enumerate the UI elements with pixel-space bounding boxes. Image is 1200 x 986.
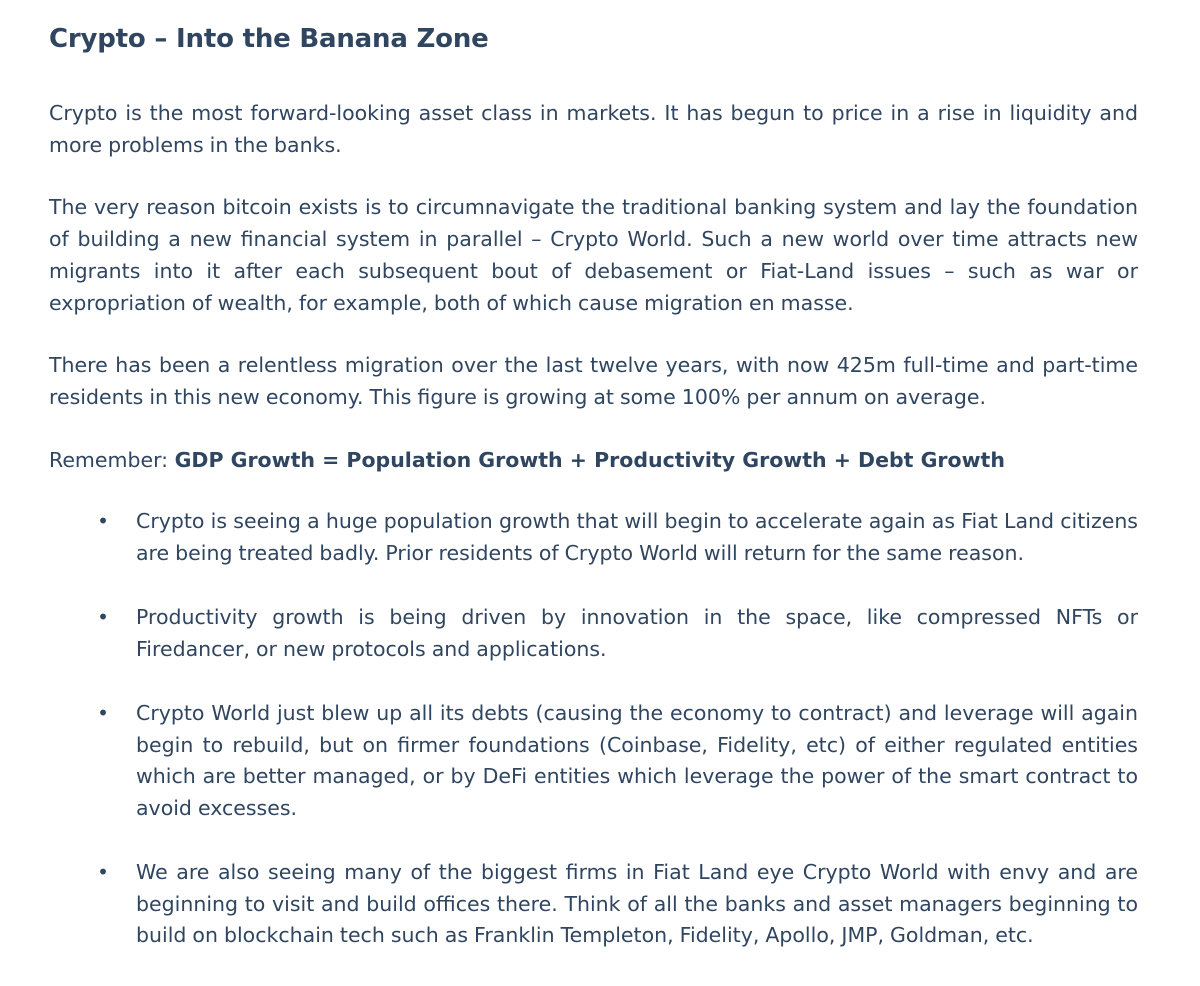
list-item (49, 602, 1138, 665)
document-title: Crypto – Into the Banana Zone (49, 24, 489, 54)
paragraph-bitcoin-reason: The very reason bitcoin exists is to circumnavigate the traditional banking system and lay the foundation of building a new financial system in parallel – Crypto World. Such a new world over time attracts new migrants into it after each subsequent bout of debasement or Fiat-Land issues – such as war or expropriation of wealth, for example, both of which cause migration en masse. (49, 195, 1138, 315)
bullet-text-debt: Crypto World just blew up all its debts (causing the economy to contract) and leverage will again begin to rebuild, but on firmer foundations (Coinbase, Fidelity, etc) of either regulated entities which are better managed, or by DeFi entities which leverage the power of the smart contract to avoid excesses. (136, 701, 1138, 820)
bullet-text-institutions: We are also seeing many of the biggest firms in Fiat Land eye Crypto World with envy and are beginning to visit and build offices there. Think of all the banks and asset managers beginning to build on blockchain tech such as Franklin Templeton, Fidelity, Apollo, JMP, Goldman, etc. (136, 860, 1138, 947)
paragraph-migration: There has been a relentless migration over the last twelve years, with now 425m full-time and part-time residents in this new economy. This figure is growing at some 100% per annum on average. (49, 353, 1138, 409)
paragraph-intro: Crypto is the most forward-looking asset class in markets. It has begun to price in a rise in liquidity and more problems in the banks. (49, 101, 1138, 157)
bullet-icon: • (97, 860, 109, 884)
list-item (49, 857, 1138, 952)
gdp-formula: GDP Growth = Population Growth + Productivity Growth + Debt Growth (174, 448, 1005, 472)
bullet-icon: • (97, 605, 109, 629)
list-item (49, 698, 1138, 824)
bullet-icon: • (97, 701, 109, 725)
remember-line (49, 444, 1138, 476)
bullet-text-population: Crypto is seeing a huge population growth that will begin to accelerate again as Fiat Land citizens are being treated badly. Prior residents of Crypto World will return for the same reason. (136, 509, 1138, 565)
list-item (49, 506, 1138, 569)
bullet-list (49, 506, 1138, 952)
bullet-icon: • (97, 509, 109, 533)
remember-lead: Remember: (49, 448, 175, 472)
bullet-text-productivity: Productivity growth is being driven by innovation in the space, like compressed NFTs or Firedancer, or new protocols and applications. (136, 605, 1138, 661)
